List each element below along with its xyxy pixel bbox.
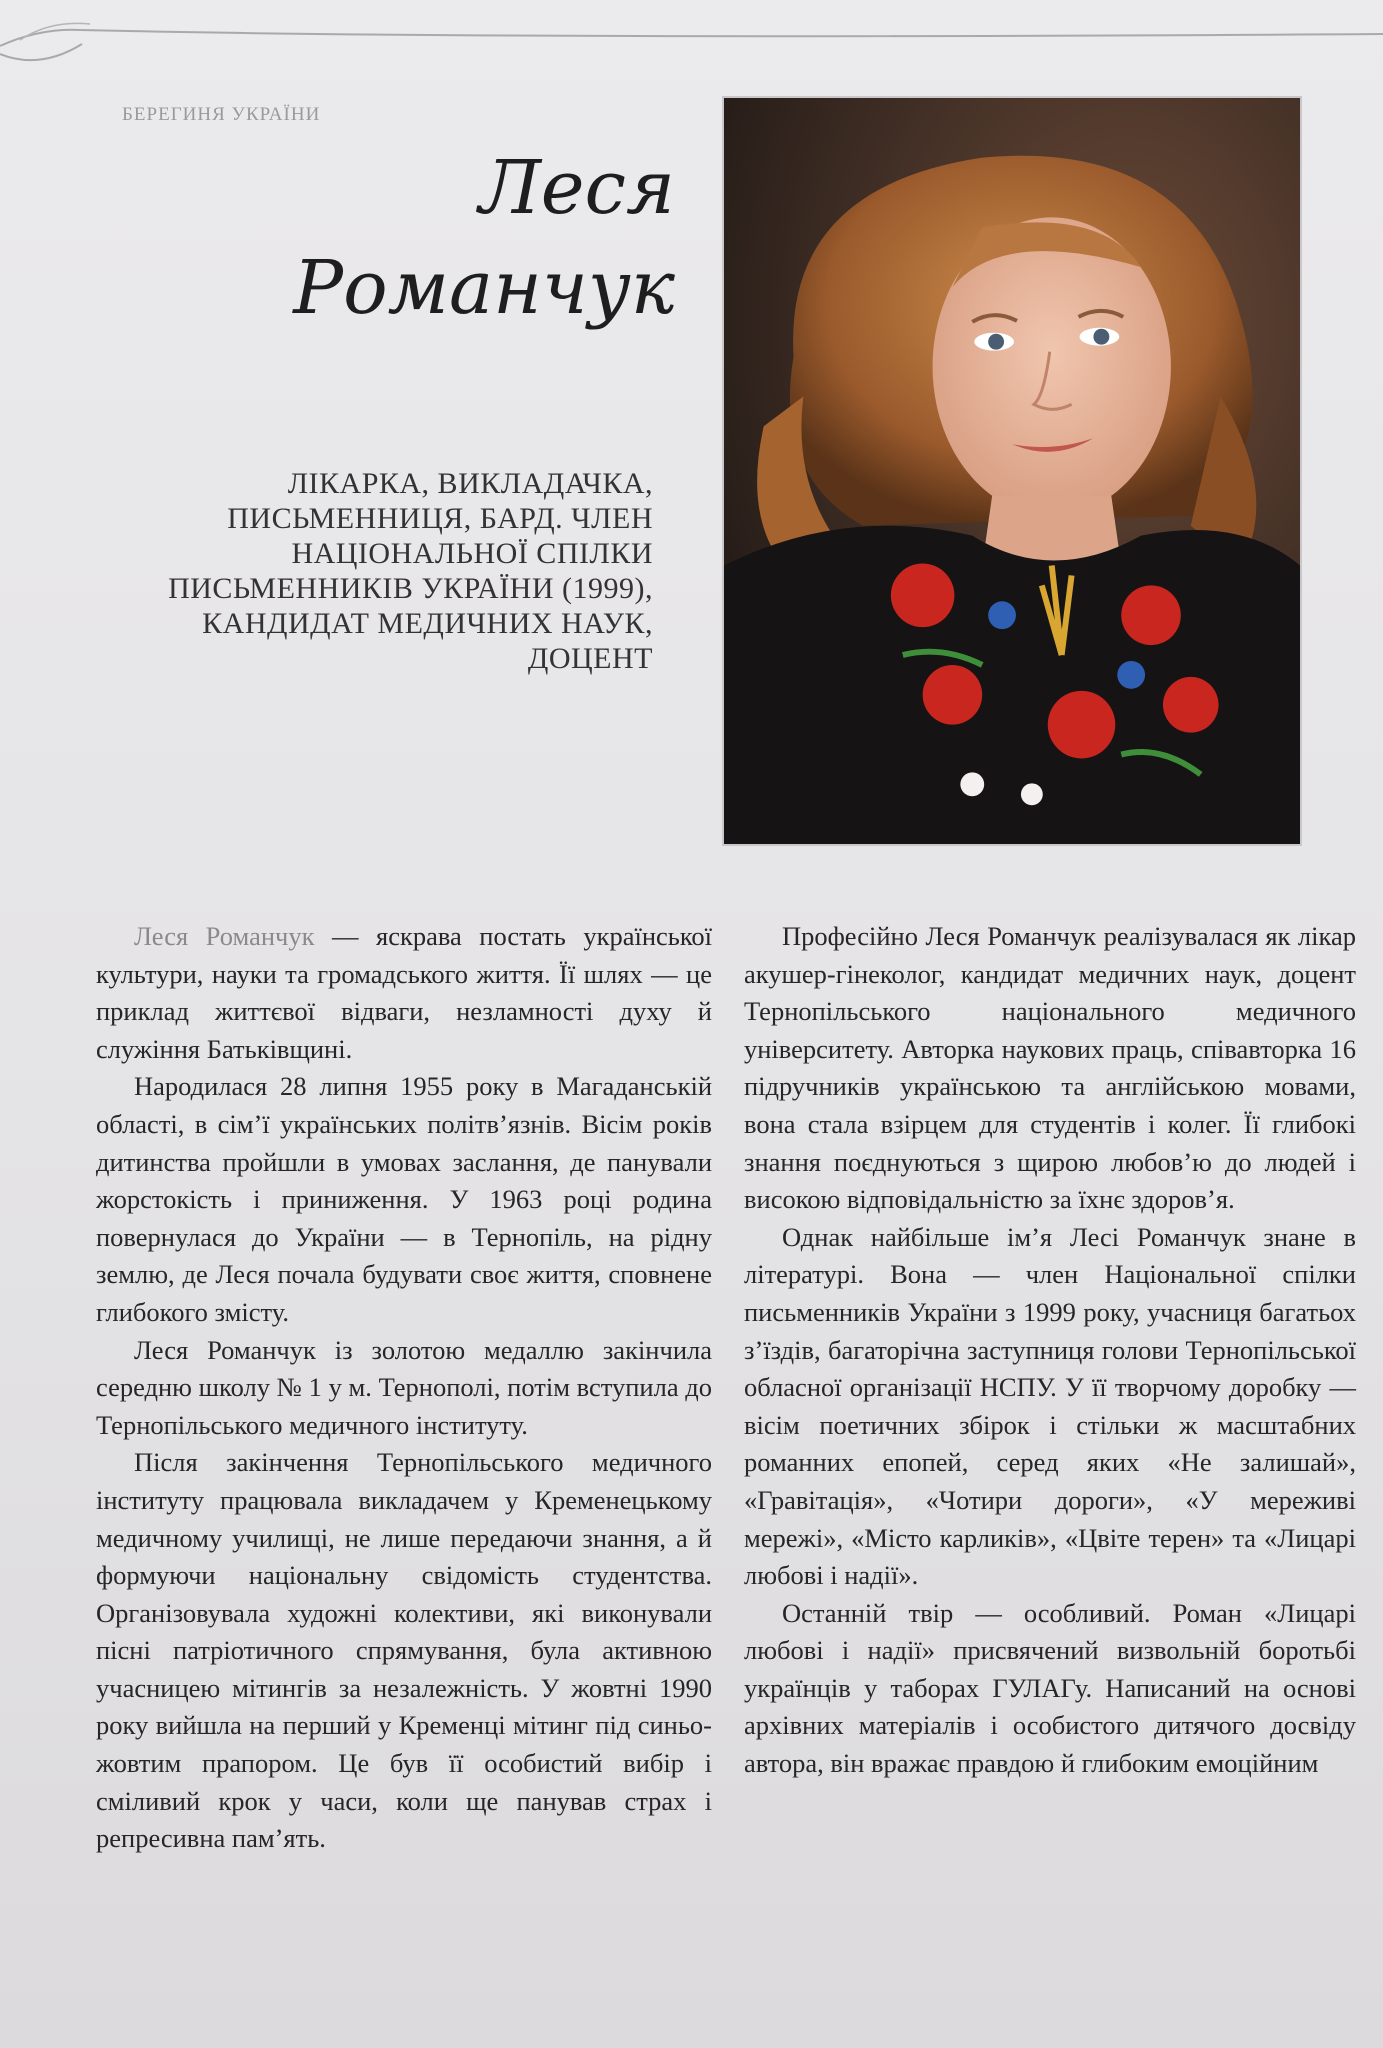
author-name bbox=[115, 138, 675, 338]
top-ornament-line bbox=[0, 0, 1383, 80]
author-last-name: Романчук bbox=[293, 245, 675, 331]
author-subtitle: ЛІКАРКА, ВИКЛАДАЧКА, ПИСЬМЕННИЦЯ, БАРД. ЧЛЕН НАЦІОНАЛЬНОЇ СПІЛКИ ПИСЬМЕННИКІВ УКРАЇНИ (1999), КАНДИДАТ МЕДИЧНИХ НАУК, ДОЦЕНТ bbox=[168, 467, 653, 675]
author-first-name: Леся bbox=[479, 145, 675, 231]
paragraph-text: — яскрава постать української культури, науки та громадського життя. Її шлях — це приклад життєвої відваги, незламності духу й служіння Батьківщині. bbox=[96, 921, 712, 1064]
paragraph: Леся Романчук із золотою медаллю закінчила середню школу № 1 у м. Тернополі, потім вступила до Тернопільського медичного інституту. bbox=[96, 1334, 712, 1440]
portrait-photo-icon bbox=[724, 98, 1300, 844]
running-head: БЕРЕГИНЯ УКРАЇНИ bbox=[122, 104, 321, 125]
paragraph: Останній твір — особливий. Роман «Лицарі любові і надії» присвячений визвольній боротьбі українців у таборах ГУЛАГу. Написаний на основі архівних матеріалів і особистого дитячого досвіду автора, він вражає правдою й глибоким емоційним bbox=[744, 1597, 1356, 1779]
paragraph: Після закінчення Тернопільського медичного інституту працювала викладачем у Кременецькому медичному училищі, не лише передаючи знання, а й формуючи національну свідомість студентства. Організовувала художні колективи, які виконували пісні патріотичного спрямування, була активною учасницею мітингів за незалежність. У жовтні 1990 року вийшла на перший у Кременці мітинг під синьо-жовтим прапором. Це був її особистий вибір і сміливий крок у часи, коли ще панував страх і репресивна пам’ять. bbox=[96, 1447, 712, 1854]
paragraph: Однак найбільше ім’я Лесі Романчук знане в літературі. Вона — член Національної спілки письменників України з 1999 року, учасниця багатьох з’їздів, багаторічна заступниця голови Тернопільської обласної організації НСПУ. У її творчому доробку — вісім поетичних збірок і стільки ж масштабних романних епопей, серед яких «Не залишай», «Гравітація», «Чотири дороги», «У мереживі мережі», «Місто карликів», «Цвіте терен» та «Лицарі любові і надії». bbox=[744, 1221, 1356, 1591]
portrait-photo bbox=[722, 96, 1302, 846]
article-column-left bbox=[96, 918, 712, 1858]
paragraph: Народилася 28 липня 1955 року в Магаданській області, в сім’ї українських політв’язнів. Вісім років дитинства пройшли в умовах заслання, де панували жорстокість і приниження. У 1963 році родина повернулася до України — в Тернопіль, на рідну землю, де Леся почала будувати своє життя, сповнене глибокого змісту. bbox=[96, 1071, 712, 1327]
paragraph: Професійно Леся Романчук реалізувалася як лікар акушер-гінеколог, кандидат медичних наук, доцент Тернопільського національного медичного університету. Авторка наукових праць, співавторка 16 підручників українською та англійською мовами, вона стала взірцем для студентів і колег. Її глибокі знання поєднуються з щирою любов’ю до людей і високою відповідальністю за їхнє здоров’я. bbox=[744, 921, 1356, 1215]
paragraph bbox=[96, 918, 712, 1068]
lead-name: Леся Романчук bbox=[134, 921, 315, 951]
article-column-right bbox=[744, 918, 1356, 1783]
